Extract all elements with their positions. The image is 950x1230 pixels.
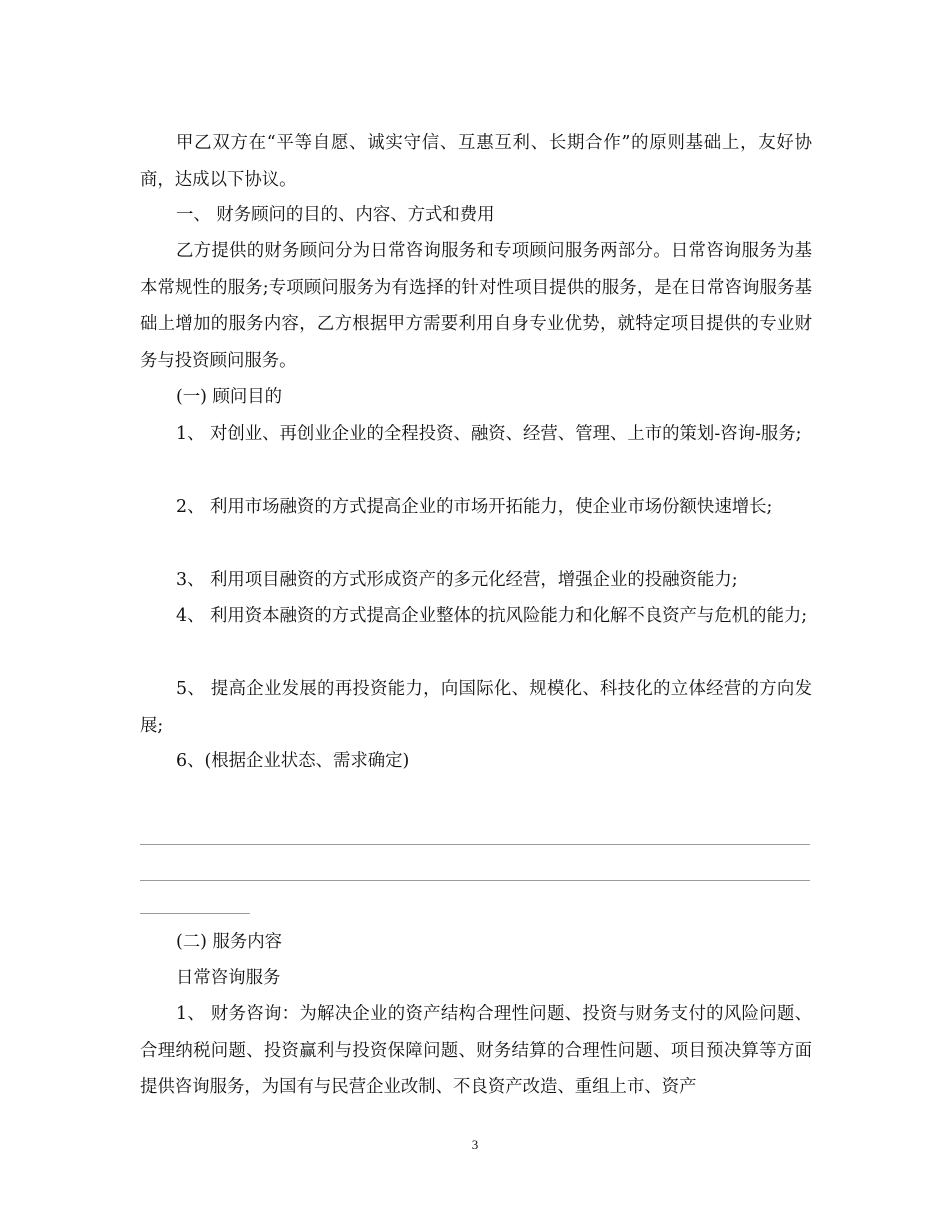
subsection-heading-purpose: (一) 顾问目的 <box>176 387 283 407</box>
fill-line <box>140 844 810 845</box>
list-item-purpose-1: 1、 对创业、再创业企业的全程投资、融资、经营、管理、上市的策划-咨询-服务; <box>176 424 802 444</box>
subsection-heading-content: (二) 服务内容 <box>176 932 283 952</box>
list-item-purpose-2: 2、 利用市场融资的方式提高企业的市场开拓能力，使企业市场份额快速增长; <box>176 497 773 517</box>
paragraph-services-overview: 乙方提供的财务顾问分为日常咨询服务和专项顾问服务两部分。日常咨询服务为基本常规性的服务;专项顾问服务为有选择的针对性项目提供的服务，是在日常咨询服务基础上增加的服务内容，乙方根据甲方需要利用自身专业优势，就特定项目提供的专业财务与投资顾问服务。 <box>140 241 812 371</box>
list-item-purpose-5: 5、 提高企业发展的再投资能力，向国际化、规模化、科技化的立体经营的方向发展; <box>140 679 812 736</box>
section-heading-1: 一、 财务顾问的目的、内容、方式和费用 <box>176 205 495 225</box>
fill-line <box>140 913 250 914</box>
list-item-purpose-4: 4、 利用资本融资的方式提高企业整体的抗风险能力和化解不良资产与危机的能力; <box>176 606 808 626</box>
list-item-financial-consulting: 1、 财务咨询：为解决企业的资产结构合理性问题、投资与财务支付的风险问题、合理纳税问题、投资赢利与投资保障问题、财务结算的合理性问题、项目预决算等方面提供咨询服务，为国有与民营企业改制、不良资产改造、重组上市、资产 <box>140 1004 812 1097</box>
list-item-purpose-3: 3、 利用项目融资的方式形成资产的多元化经营，增强企业的投融资能力; <box>176 570 738 590</box>
list-item-purpose-6: 6、(根据企业状态、需求确定) <box>176 751 410 771</box>
page-number: 3 <box>471 1137 479 1152</box>
fill-line <box>140 880 810 881</box>
subheading-daily-consulting: 日常咨询服务 <box>176 968 281 988</box>
paragraph-intro: 甲乙双方在“平等自愿、诚实守信、互惠互利、长期合作”的原则基础上，友好协商，达成以下协议。 <box>140 133 812 190</box>
